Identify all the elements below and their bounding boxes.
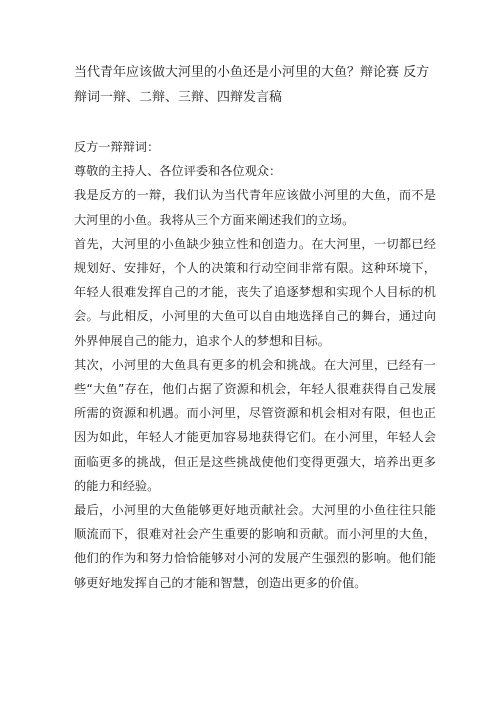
document-title: 当代青年应该做大河里的小鱼还是小河里的大鱼？辩论赛 反方辩词一辩、二辩、三辩、四辩发言稿: [74, 65, 430, 105]
second-point-paragraph: 其次，小河里的大鱼具有更多的机会和挑战。在大河里，已经有一些“大鱼”存在，他们占据了资源和机会，年轻人很难获得自己发展所需的资源和机遇。而小河里，尽管资源和机会相对有限，但也正因为如此，年轻人才能更加容易地获得它们。在小河里，年轻人会面临更多的挑战，但正是这些挑战使他们变得更强大，培养出更多的能力和经验。: [74, 357, 436, 493]
intro-paragraph: 我是反方的一辩，我们认为当代青年应该做小河里的大鱼，而不是大河里的小鱼。我将从三个方面来阐述我们的立场。: [74, 188, 436, 227]
document-page: [74, 60, 436, 595]
speaker-heading: 反方一辩辩词：: [74, 140, 160, 154]
blank-line: [74, 110, 436, 135]
greeting-paragraph: 尊敬的主持人、各位评委和各位观众：: [74, 164, 282, 179]
third-point-paragraph: 最后，小河里的大鱼能够更好地贡献社会。大河里的小鱼往往只能顺流而下，很难对社会产生重要的影响和贡献。而小河里的大鱼，他们的作为和努力恰恰能够对小河的发展产生强烈的影响。他们能够更好地发挥自己的才能和智慧，创造出更多的价值。: [74, 503, 436, 590]
first-point-paragraph: 首先，大河里的小鱼缺少独立性和创造力。在大河里，一切都已经规划好、安排好，个人的决策和行动空间非常有限。这种环境下，年轻人很难发挥自己的才能，丧失了追逐梦想和实现个人目标的机会。与此相反，小河里的大鱼可以自由地选择自己的舞台，通过向外界伸展自己的能力，追求个人的梦想和目标。: [74, 236, 436, 348]
